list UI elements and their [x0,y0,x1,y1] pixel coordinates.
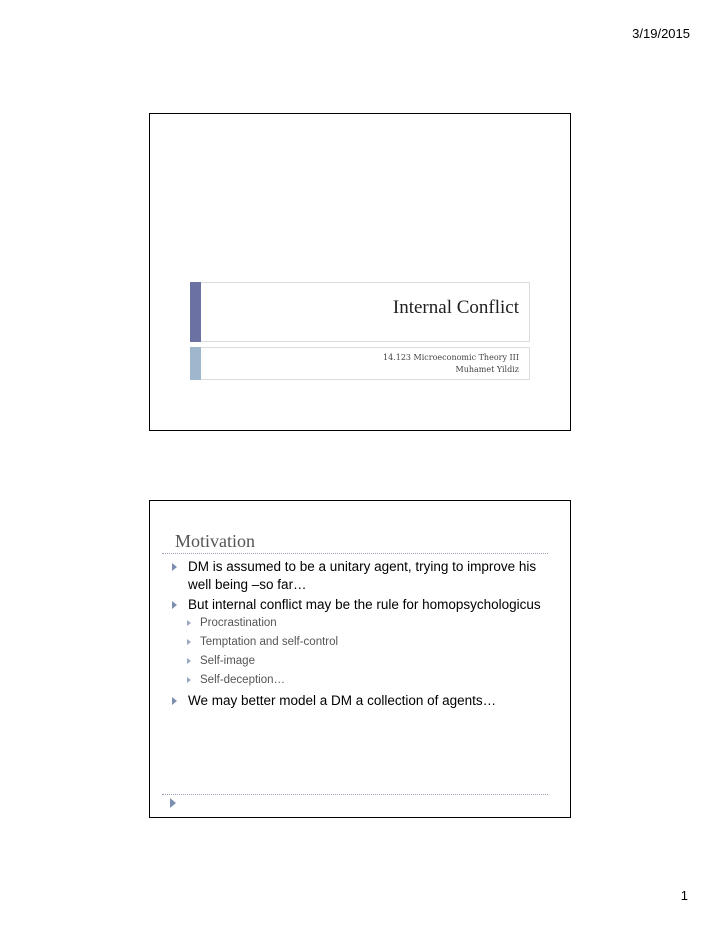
author-name: Muhamet Yildiz [455,365,519,374]
sub-bullet-arrow-icon [187,620,191,626]
slide-title: Motivation [175,531,255,551]
bullet-item: We may better model a DM a collection of agents… [170,692,555,710]
footer-divider [162,794,548,795]
subtitle-accent-bar [190,347,201,380]
course-name: 14.123 Microeconomic Theory III [383,353,519,362]
bullet-arrow-icon [172,563,177,571]
sub-bullet-item: Self-image [170,654,555,669]
bullet-item: But internal conflict may be the rule for homopsychologicus [170,596,555,614]
sub-bullet-item: Procrastination [170,616,555,631]
bullet-arrow-icon [172,697,177,705]
footer-arrow-icon [170,798,176,808]
subtitle-box [190,347,530,380]
title-box [190,282,530,342]
sub-bullet-arrow-icon [187,658,191,664]
page-number: 1 [680,888,688,903]
subtitle [383,352,519,376]
bullet-list [170,558,555,712]
page-date: 3/19/2015 [632,26,690,41]
bullet-arrow-icon [172,601,177,609]
title-divider [162,553,548,554]
title-accent-bar [190,282,201,342]
motivation-slide [149,500,571,818]
sub-bullet-item: Self-deception… [170,673,555,688]
sub-bullet-arrow-icon [187,677,191,683]
sub-bullet-arrow-icon [187,639,191,645]
sub-bullet-item: Temptation and self-control [170,635,555,650]
bullet-item: DM is assumed to be a unitary agent, trying to improve his well being –so far… [170,558,555,594]
slide-title: Internal Conflict [392,297,519,318]
title-slide [149,113,571,431]
